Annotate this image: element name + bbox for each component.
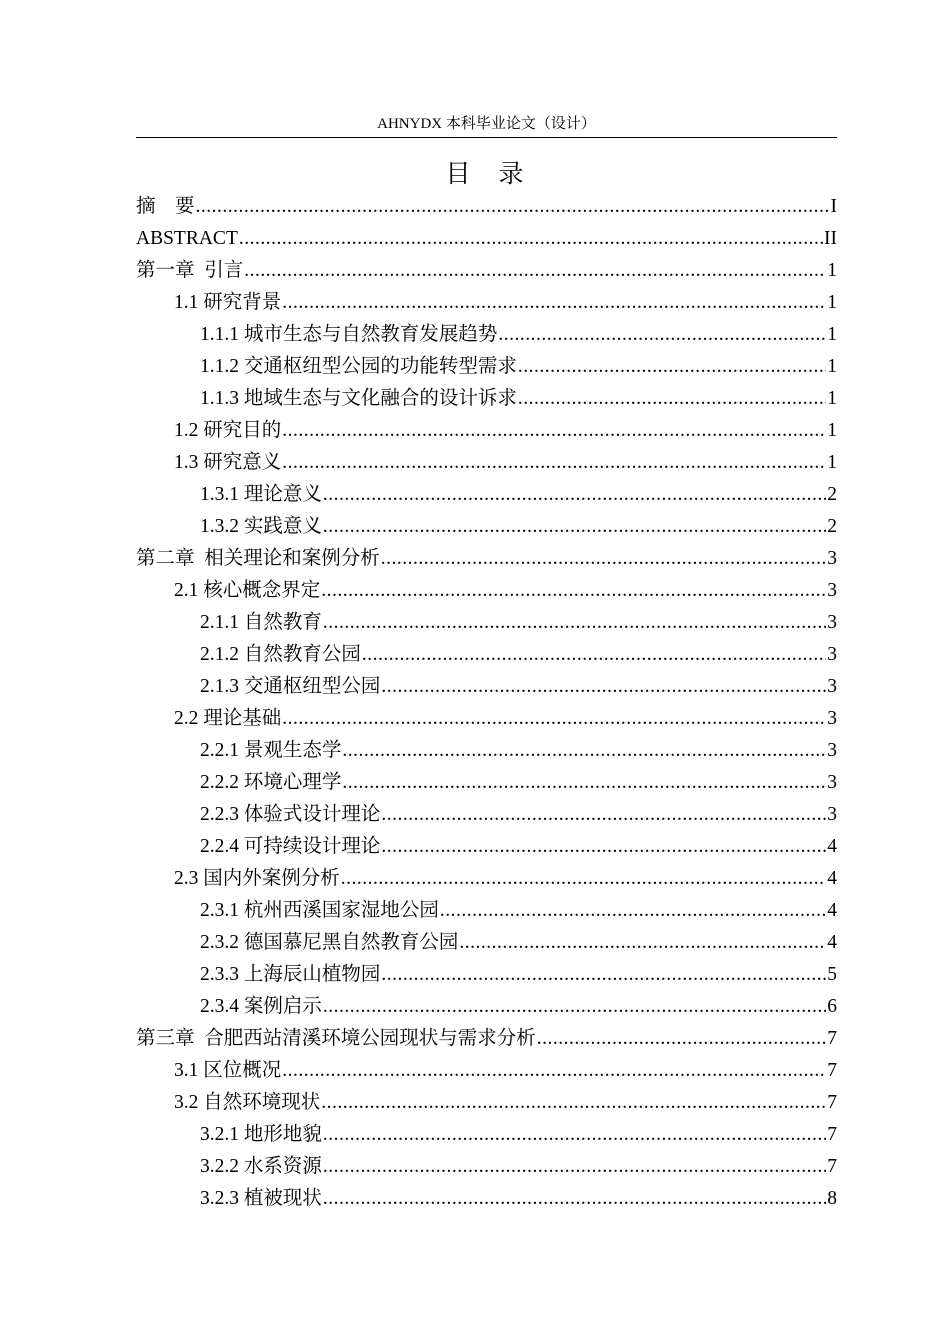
toc-page-number: 7 <box>827 1092 837 1113</box>
toc-page-number: 3 <box>827 612 837 633</box>
toc-page-number: 3 <box>827 740 837 761</box>
toc-page-number: 7 <box>827 1156 837 1177</box>
toc-page-number: 3 <box>827 708 837 729</box>
toc-entry-label: 第三章 合肥西站清溪环境公园现状与需求分析 <box>136 1028 536 1049</box>
toc-entry[interactable] <box>136 446 837 478</box>
toc-page-number: 3 <box>827 548 837 569</box>
toc-entry[interactable] <box>136 766 837 798</box>
toc-entry[interactable] <box>136 702 837 734</box>
toc-page-number: 5 <box>827 964 837 985</box>
toc-entry[interactable] <box>136 1086 837 1118</box>
toc-entry-label: 2.3.1 杭州西溪国家湿地公园 <box>200 900 439 921</box>
toc-dot-leader <box>321 1088 826 1118</box>
toc-dot-leader <box>323 1152 826 1182</box>
toc-dot-leader <box>244 256 826 286</box>
toc-entry-label: 摘 要 <box>136 196 195 217</box>
toc-dot-leader <box>518 384 826 414</box>
toc-dot-leader <box>282 704 826 734</box>
toc-dot-leader <box>323 512 826 542</box>
toc-entry-label: 第二章 相关理论和案例分析 <box>136 548 380 569</box>
toc-entry-label: 2.3.3 上海辰山植物园 <box>200 964 381 985</box>
toc-page-number: 3 <box>827 644 837 665</box>
toc-entry-label: 3.2.1 地形地貌 <box>200 1124 322 1145</box>
toc-entry-label: 2.3.4 案例启示 <box>200 996 322 1017</box>
toc-dot-leader <box>381 544 826 574</box>
toc-entry[interactable] <box>136 734 837 766</box>
toc-page-number: 4 <box>827 900 837 921</box>
toc-dot-leader <box>282 1056 826 1086</box>
toc-entry-label: 1.1.2 交通枢纽型公园的功能转型需求 <box>200 356 517 377</box>
toc-entry-label: 2.1.3 交通枢纽型公园 <box>200 676 381 697</box>
toc-dot-leader <box>323 1184 826 1214</box>
toc-title: 目 录 <box>445 159 528 188</box>
toc-page-number: 6 <box>827 996 837 1017</box>
toc-entry-label: 1.1 研究背景 <box>174 292 282 313</box>
toc-page-number: 7 <box>827 1124 837 1145</box>
toc-entry-label: 2.1 核心概念界定 <box>174 580 321 601</box>
toc-page-number: 4 <box>827 836 837 857</box>
toc-entry[interactable] <box>136 926 837 958</box>
toc-dot-leader <box>537 1024 826 1054</box>
toc-dot-leader <box>518 352 826 382</box>
toc-entry[interactable] <box>136 798 837 830</box>
toc-page-number: 4 <box>827 932 837 953</box>
toc-page-number: I <box>830 196 837 217</box>
toc-entry[interactable] <box>136 222 837 254</box>
table-of-contents <box>136 190 837 1214</box>
toc-page-number: 1 <box>827 452 837 473</box>
toc-entry[interactable] <box>136 1182 837 1214</box>
toc-page-number: 2 <box>827 516 837 537</box>
toc-page-number: 1 <box>827 292 837 313</box>
toc-dot-leader <box>239 224 823 254</box>
toc-entry[interactable] <box>136 318 837 350</box>
toc-entry-label: ABSTRACT <box>136 228 238 249</box>
toc-dot-leader <box>342 736 826 766</box>
toc-entry[interactable] <box>136 382 837 414</box>
header-divider <box>136 137 837 138</box>
toc-entry-label: 1.1.1 城市生态与自然教育发展趋势 <box>200 324 498 345</box>
toc-page-number: 7 <box>827 1060 837 1081</box>
toc-entry[interactable] <box>136 286 837 318</box>
toc-entry-label: 2.2 理论基础 <box>174 708 282 729</box>
toc-page-number: 3 <box>827 580 837 601</box>
toc-page-number: II <box>824 228 837 249</box>
toc-entry[interactable] <box>136 670 837 702</box>
toc-entry[interactable] <box>136 478 837 510</box>
toc-entry-label: 2.3.2 德国慕尼黑自然教育公园 <box>200 932 459 953</box>
toc-entry[interactable] <box>136 862 837 894</box>
toc-page-number: 1 <box>827 420 837 441</box>
page-header: AHNYDX 本科毕业论文（设计） <box>377 116 596 132</box>
toc-entry-label: 2.1.2 自然教育公园 <box>200 644 361 665</box>
toc-dot-leader <box>362 640 826 670</box>
toc-entry-label: 2.2.3 体验式设计理论 <box>200 804 381 825</box>
toc-entry[interactable] <box>136 190 837 222</box>
toc-dot-leader <box>282 448 826 478</box>
toc-dot-leader <box>323 992 826 1022</box>
toc-entry-label: 1.3.2 实践意义 <box>200 516 322 537</box>
toc-dot-leader <box>381 800 826 830</box>
toc-dot-leader <box>440 896 826 926</box>
toc-entry[interactable] <box>136 958 837 990</box>
toc-dot-leader <box>342 768 826 798</box>
toc-page-number: 3 <box>827 804 837 825</box>
toc-entry[interactable] <box>136 1022 837 1054</box>
toc-entry-label: 1.3.1 理论意义 <box>200 484 322 505</box>
toc-entry-label: 1.1.3 地域生态与文化融合的设计诉求 <box>200 388 517 409</box>
toc-entry-label: 1.2 研究目的 <box>174 420 282 441</box>
toc-dot-leader <box>381 832 826 862</box>
toc-dot-leader <box>381 672 826 702</box>
toc-entry-label: 3.2.2 水系资源 <box>200 1156 322 1177</box>
toc-page-number: 2 <box>827 484 837 505</box>
toc-page-number: 3 <box>827 676 837 697</box>
toc-dot-leader <box>321 576 826 606</box>
toc-page-number: 8 <box>827 1188 837 1209</box>
toc-entry-label: 第一章 引言 <box>136 260 244 281</box>
toc-dot-leader <box>282 288 826 318</box>
toc-dot-leader <box>196 192 830 222</box>
toc-page-number: 1 <box>827 324 837 345</box>
toc-page-number: 1 <box>827 388 837 409</box>
toc-entry-label: 2.2.2 环境心理学 <box>200 772 342 793</box>
toc-entry-label: 3.2.3 植被现状 <box>200 1188 322 1209</box>
toc-entry[interactable] <box>136 510 837 542</box>
toc-entry[interactable] <box>136 1054 837 1086</box>
toc-dot-leader <box>323 608 826 638</box>
toc-entry-label: 2.2.4 可持续设计理论 <box>200 836 381 857</box>
toc-entry-label: 1.3 研究意义 <box>174 452 282 473</box>
toc-page-number: 1 <box>827 356 837 377</box>
toc-page-number: 4 <box>827 868 837 889</box>
toc-entry[interactable] <box>136 254 837 286</box>
toc-page-number: 7 <box>827 1028 837 1049</box>
toc-entry[interactable] <box>136 542 837 574</box>
toc-entry[interactable] <box>136 606 837 638</box>
toc-entry[interactable] <box>136 414 837 446</box>
toc-entry[interactable] <box>136 990 837 1022</box>
toc-dot-leader <box>323 1120 826 1150</box>
toc-dot-leader <box>459 928 826 958</box>
toc-page-number: 3 <box>827 772 837 793</box>
toc-page-number: 1 <box>827 260 837 281</box>
toc-dot-leader <box>498 320 826 350</box>
toc-entry[interactable] <box>136 1118 837 1150</box>
toc-entry[interactable] <box>136 638 837 670</box>
toc-entry-label: 2.2.1 景观生态学 <box>200 740 342 761</box>
toc-entry-label: 3.2 自然环境现状 <box>174 1092 321 1113</box>
toc-entry-label: 2.3 国内外案例分析 <box>174 868 340 889</box>
toc-entry[interactable] <box>136 350 837 382</box>
toc-entry-label: 3.1 区位概况 <box>174 1060 282 1081</box>
toc-entry-label: 2.1.1 自然教育 <box>200 612 322 633</box>
toc-dot-leader <box>282 416 826 446</box>
toc-entry[interactable] <box>136 830 837 862</box>
toc-entry[interactable] <box>136 894 837 926</box>
toc-dot-leader <box>323 480 826 510</box>
toc-entry[interactable] <box>136 1150 837 1182</box>
toc-dot-leader <box>341 864 826 894</box>
toc-entry[interactable] <box>136 574 837 606</box>
toc-dot-leader <box>381 960 826 990</box>
